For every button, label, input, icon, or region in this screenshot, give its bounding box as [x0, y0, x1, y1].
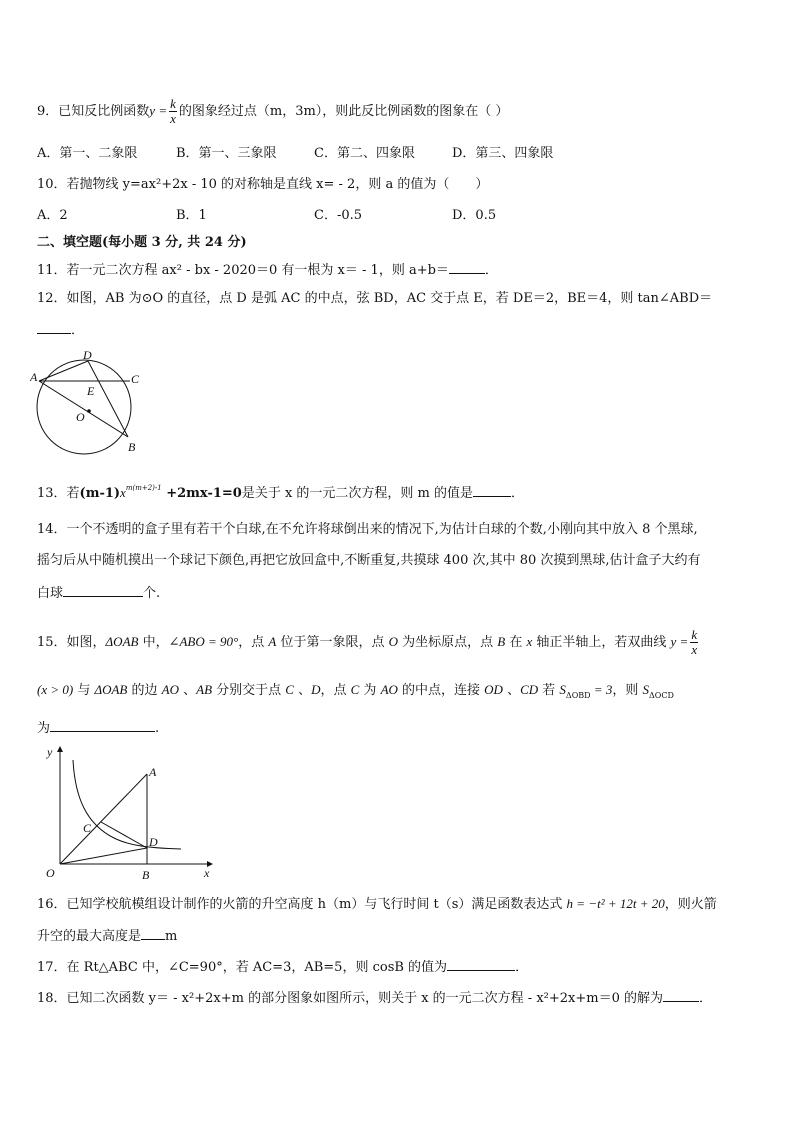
q16-t3: 升空的最大高度是: [37, 929, 142, 944]
q16-t1: 16．已知学校航模组设计制作的火箭的升空高度 h（m）与飞行时间 t（s）满足函数表达式: [37, 897, 567, 912]
q15-a: A: [268, 634, 277, 649]
graph-label-b: B: [142, 868, 150, 882]
q9-fraction: [169, 97, 177, 126]
q15-answer-blank[interactable]: [50, 719, 155, 732]
q15-od: OD: [484, 682, 503, 697]
graph-label-d: D: [149, 835, 158, 849]
q15-triangle: ΔOAB: [105, 634, 139, 649]
q13-text-a: 13．若: [37, 486, 80, 501]
q9-text-a: 已知反比例函数: [58, 104, 150, 119]
q15-t1: 15．如图，: [37, 635, 106, 650]
q9-frac-num: k: [170, 96, 176, 111]
q15-domain: (x > 0): [37, 682, 74, 697]
q15-x-axis: x: [526, 634, 533, 649]
q17-answer-blank[interactable]: [447, 958, 515, 971]
q17-end: ．: [515, 960, 529, 975]
q15-t7: 轴正半轴上，若双曲线: [532, 635, 671, 650]
q12-circle-figure: [30, 345, 160, 460]
question-15-line-2: [37, 682, 674, 700]
question-9: [37, 97, 508, 126]
q16-formula: h = −t² + 12t + 20: [566, 896, 665, 911]
graph-label-x: x: [204, 866, 210, 880]
q10-option-d: D．0.5: [452, 208, 497, 223]
q9-number: 9．: [37, 104, 59, 119]
segment-ad: [39, 361, 88, 381]
q15-ao: AO: [161, 682, 179, 697]
q15-c: C: [285, 682, 294, 697]
chord-db: [88, 361, 128, 437]
q15-u10: 若: [538, 683, 560, 698]
q15-t5: 为坐标原点，点: [397, 635, 498, 650]
q13-rest: +2mx-1=0: [161, 486, 242, 501]
q14-text-a: 白球: [37, 586, 64, 601]
question-11: [37, 261, 498, 279]
q15-u11: ，则: [612, 683, 643, 698]
q15-t2: 中，: [138, 635, 169, 650]
q15-b: B: [497, 634, 506, 649]
q9-option-a: A．第一、二象限: [37, 146, 138, 161]
q18-text: 18．已知二次函数 y＝ - x²+2x+m 的部分图象如图所示，则关于 x 的一元二次方程 - x²+2x+m＝0 的解为: [37, 991, 663, 1006]
q16-unit: m: [165, 929, 178, 944]
q16-answer-blank[interactable]: [141, 927, 165, 940]
q15-fraction: [690, 628, 698, 657]
center-dot: [87, 409, 91, 413]
q15-u9: 、: [502, 683, 521, 698]
q11-text: 11．若一元二次方程 ax² - bx - 2020＝0 有一根为 x＝ - 1，则 a+b＝: [37, 263, 449, 278]
q9-option-b: B．第一、三象限: [176, 146, 277, 161]
hyperbola-curve: [73, 760, 181, 849]
question-14-line-1: 14．一个不透明的盒子里有若干个白球,在不允许将球倒出来的情况下,为估计白球的个数,小刚向其中放入 8 个黑球,: [37, 522, 698, 537]
q16-t2: ，则火箭: [664, 897, 717, 912]
q15-t3: ，点: [238, 635, 269, 650]
diameter-ab: [39, 381, 128, 437]
q15-graph-figure: [36, 742, 226, 882]
q15-end: .: [155, 721, 160, 736]
q15-u8: 的中点，连接: [397, 683, 485, 698]
q15-u4: 分别交于点: [212, 683, 286, 698]
q15-u7: 为: [359, 683, 381, 698]
q11-answer-blank[interactable]: [449, 261, 485, 274]
q15-c-2: C: [350, 682, 360, 697]
label-e: E: [87, 384, 95, 398]
q14-text-b: 个.: [143, 586, 161, 601]
q10-option-a: A．2: [37, 208, 68, 223]
q11-end: ．: [484, 263, 498, 278]
question-16-line-2: [37, 927, 177, 945]
question-12: 12．如图，AB 为⊙O 的直径，点 D 是弧 AC 的中点，弦 BD，AC 交于点 E，若 DE＝2，BE＝4，则 tan∠ABD＝: [37, 291, 713, 306]
question-15-line-3: [37, 719, 159, 737]
q14-answer-blank[interactable]: [63, 584, 143, 597]
q9-text-b: 的图象经过点（m，3m），则此反比例函数的图象在（ ）: [178, 104, 509, 119]
q9-option-c: C．第二、四象限: [314, 146, 415, 161]
q15-angle: ∠ABO = 90°: [168, 634, 239, 649]
q15-u1: 与: [73, 683, 95, 698]
question-14-line-3: [37, 584, 160, 602]
q15-s-2: S: [642, 682, 649, 697]
q13-exponent: m(m+2)-1: [125, 484, 162, 492]
q15-u2: 的边: [127, 683, 162, 698]
q12-end: ．: [71, 323, 85, 338]
q17-text: 17．在 Rt△ABC 中，∠C=90°，若 AC=3，AB=5，则 cosB 的值为: [37, 960, 448, 975]
q13-answer-blank[interactable]: [473, 484, 511, 497]
q15-triangle-2: ΔOAB: [94, 682, 128, 697]
graph-label-a: A: [149, 765, 157, 779]
q9-y-eq: y =: [149, 103, 168, 118]
q15-s: S: [559, 682, 566, 697]
q15-t6: 在: [505, 635, 527, 650]
label-d: D: [83, 348, 92, 362]
q9-option-d: D．第三、四象限: [452, 146, 554, 161]
label-a: A: [30, 370, 38, 384]
section-2-heading: 二、填空题(每小题 3 分, 共 24 分): [37, 235, 247, 250]
q15-eq3: = 3: [590, 682, 613, 697]
q15-d: D: [311, 682, 321, 697]
q12-answer-line: [37, 321, 84, 339]
q15-frac-num: k: [691, 627, 698, 642]
q18-end: ．: [698, 991, 712, 1006]
question-14-line-2: 摇匀后从中随机摸出一个球记下颜色,再把它放回盒中,不断重复,共摸球 400 次,其中 80 次摸到黑球,估计盒子大约有: [37, 553, 701, 568]
q15-ab: AB: [196, 682, 213, 697]
q13-end: ．: [511, 486, 525, 501]
q15-cd: CD: [520, 682, 539, 697]
graph-label-o: O: [46, 866, 55, 880]
q13-coef: (m-1): [79, 486, 121, 501]
q12-answer-blank[interactable]: [37, 321, 71, 334]
question-13: [37, 484, 524, 503]
q15-sub-ocd: ΔOCD: [648, 691, 674, 700]
q9-frac-den: x: [170, 111, 176, 126]
q13-x: x: [120, 485, 126, 500]
q15-y-eq: y =: [670, 634, 689, 649]
q15-u6: ，点: [320, 683, 351, 698]
question-10: 10．若抛物线 y=ax²+2x - 10 的对称轴是直线 x= - 2，则 a 的值为（ ）: [37, 177, 489, 192]
q15-ao-2: AO: [380, 682, 398, 697]
label-b: B: [128, 440, 136, 454]
question-17: [37, 958, 528, 976]
q15-frac-den: x: [691, 642, 698, 657]
question-16-line-1: [37, 896, 717, 913]
q13-text-d: 是关于 x 的一元二次方程，则 m 的值是: [241, 486, 474, 501]
graph-label-y: y: [47, 745, 53, 759]
q15-u5: 、: [293, 683, 312, 698]
q15-v1: 为: [37, 721, 51, 736]
label-o: O: [76, 410, 85, 424]
q15-o: O: [388, 634, 398, 649]
q15-sub-obd: ΔOBD: [565, 691, 591, 700]
label-c: C: [131, 372, 140, 386]
question-18: [37, 989, 712, 1007]
q10-option-c: C．-0.5: [314, 208, 363, 223]
q10-option-b: B．1: [176, 208, 207, 223]
question-15-line-1: [37, 628, 700, 657]
q15-t4: 位于第一象限，点: [276, 635, 389, 650]
circle-o: [37, 360, 131, 454]
q18-answer-blank[interactable]: [663, 989, 699, 1002]
graph-label-c: C: [83, 821, 92, 835]
q15-u3: 、: [178, 683, 197, 698]
